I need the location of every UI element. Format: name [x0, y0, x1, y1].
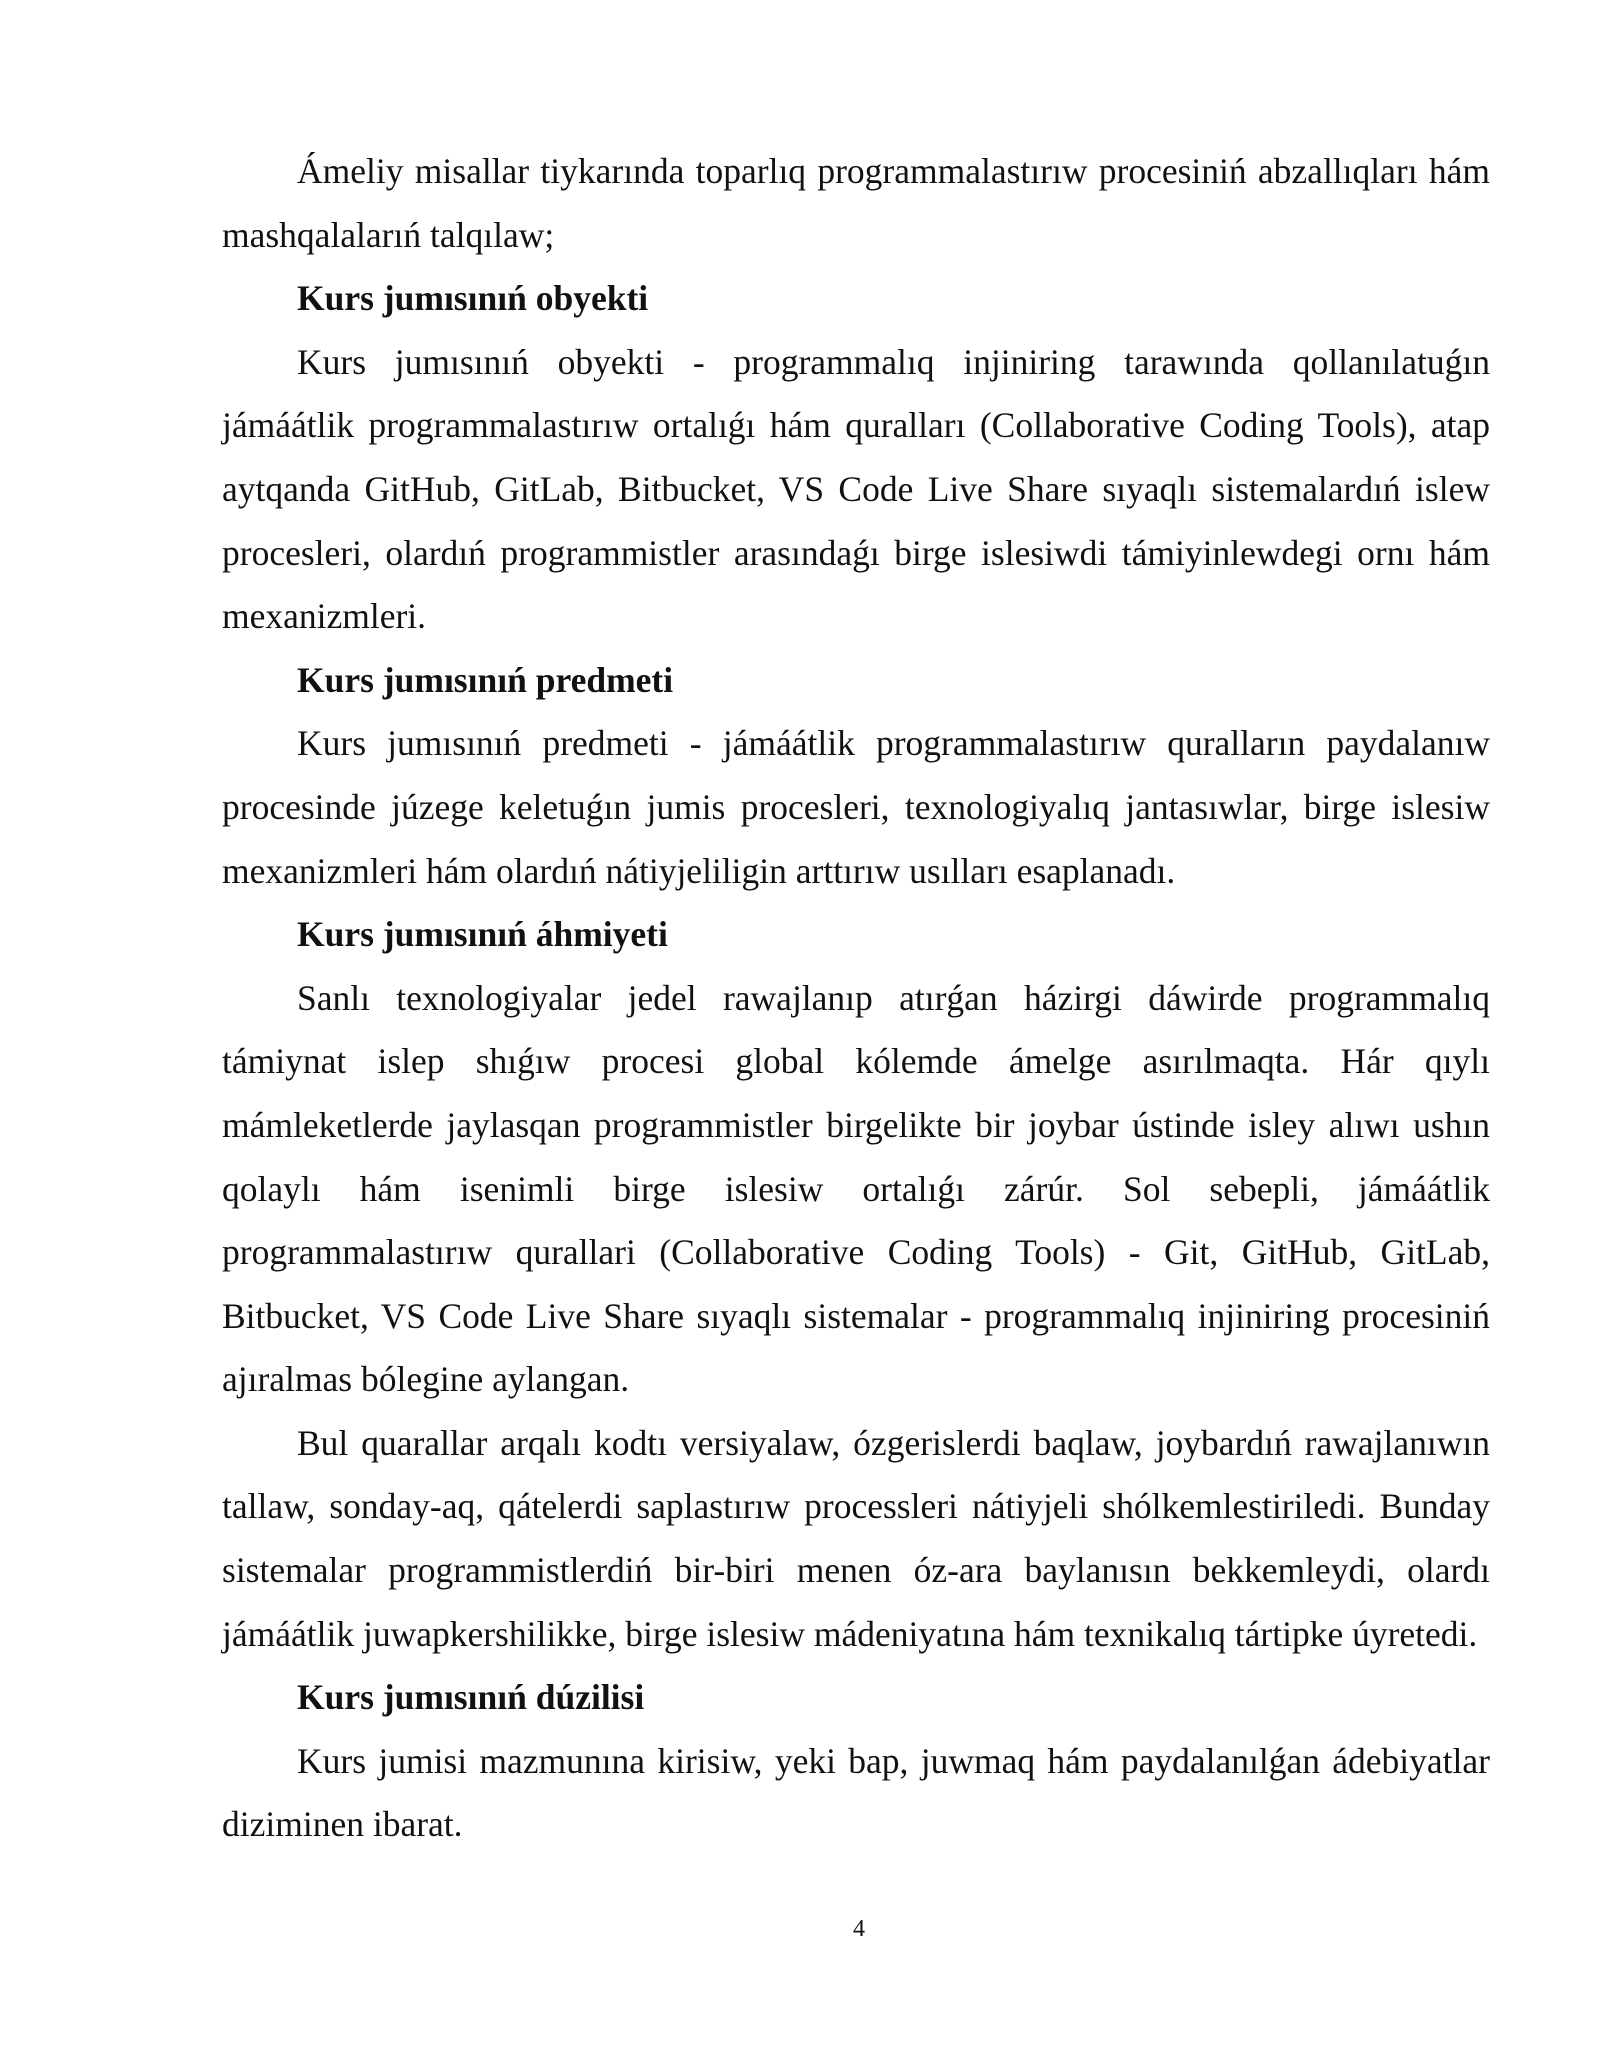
heading-importance: Kurs jumısınıń áhmiyeti — [297, 914, 668, 955]
heading-subject: Kurs jumısınıń predmeti — [297, 659, 674, 700]
paragraph-intro: Ámeliy misallar tiykarında toparlıq programmalastırıw procesiniń abzallıqları hám mashqalalarıń talqılaw; — [222, 151, 1490, 255]
paragraph-structure: Kurs jumisi mazmunına kirisiw, yeki bap, juwmaq hám paydalanılǵan ádebiyatlar diziminen ibarat. — [222, 1740, 1490, 1845]
document-body — [222, 140, 1490, 1857]
heading-object: Kurs jumısınıń obyekti — [297, 278, 649, 319]
paragraph-importance-1: Sanlı texnologiyalar jedel rawajlanıp atırǵan házirgi dáwirde programmalıq támiynat islep shıǵıw procesi global kólemde ámelge asırılmaqta. Hár qıylı mámleketlerde jaylasqan programmistler birgelikte bir joybar ústinde isley alıwı ushın qolaylı hám isenimli birge islesiw ortalıǵı zárúr. Sol sebepli, jámáátlik programmalastırıw qurallari (Collaborative Coding Tools) - Git, GitHub, GitLab, Bitbucket, VS Code Live Share sıyaqlı sistemalar - programmalıq injiniring procesiniń ajıralmas bólegine aylangan. — [222, 977, 1490, 1400]
paragraph-object: Kurs jumısınıń obyekti - programmalıq injiniring tarawında qollanılatuǵın jámáátlik programmalastırıw ortalıǵı hám quralları (Collaborative Coding Tools), atap aytqanda GitHub, GitLab, Bitbucket, VS Code Live Share sıyaqlı sistemalardıń islew procesleri, olardıń programmistler arasındaǵı birge islesiwdi támiyinlewdegi ornı hám mexanizmleri. — [222, 341, 1490, 637]
paragraph-importance-2: Bul quarallar arqalı kodtı versiyalaw, ózgerislerdi baqlaw, joybardıń rawajlanıwın tallaw, sonday-aq, qátelerdi saplastırıw processleri nátiyjeli shólkemlestiriledi. Bunday sistemalar programmistlerdiń bir-biri menen óz-ara baylanısın bekkemleydi, olardı jámáátlik juwapkershilikke, birge islesiw mádeniyatına hám texnikalıq tártipke úyretedi. — [222, 1422, 1490, 1654]
paragraph-subject: Kurs jumısınıń predmeti - jámáátlik programmalastırıw quralların paydalanıw procesinde júzege keletuǵın jumis procesleri, texnologiyalıq jantasıwlar, birge islesiw mexanizmleri hám olardıń nátiyjeliligin arttırıw usılları esaplanadı. — [222, 723, 1490, 891]
heading-structure: Kurs jumısınıń dúzilisi — [297, 1677, 645, 1718]
page-number: 4 — [853, 1916, 865, 1942]
